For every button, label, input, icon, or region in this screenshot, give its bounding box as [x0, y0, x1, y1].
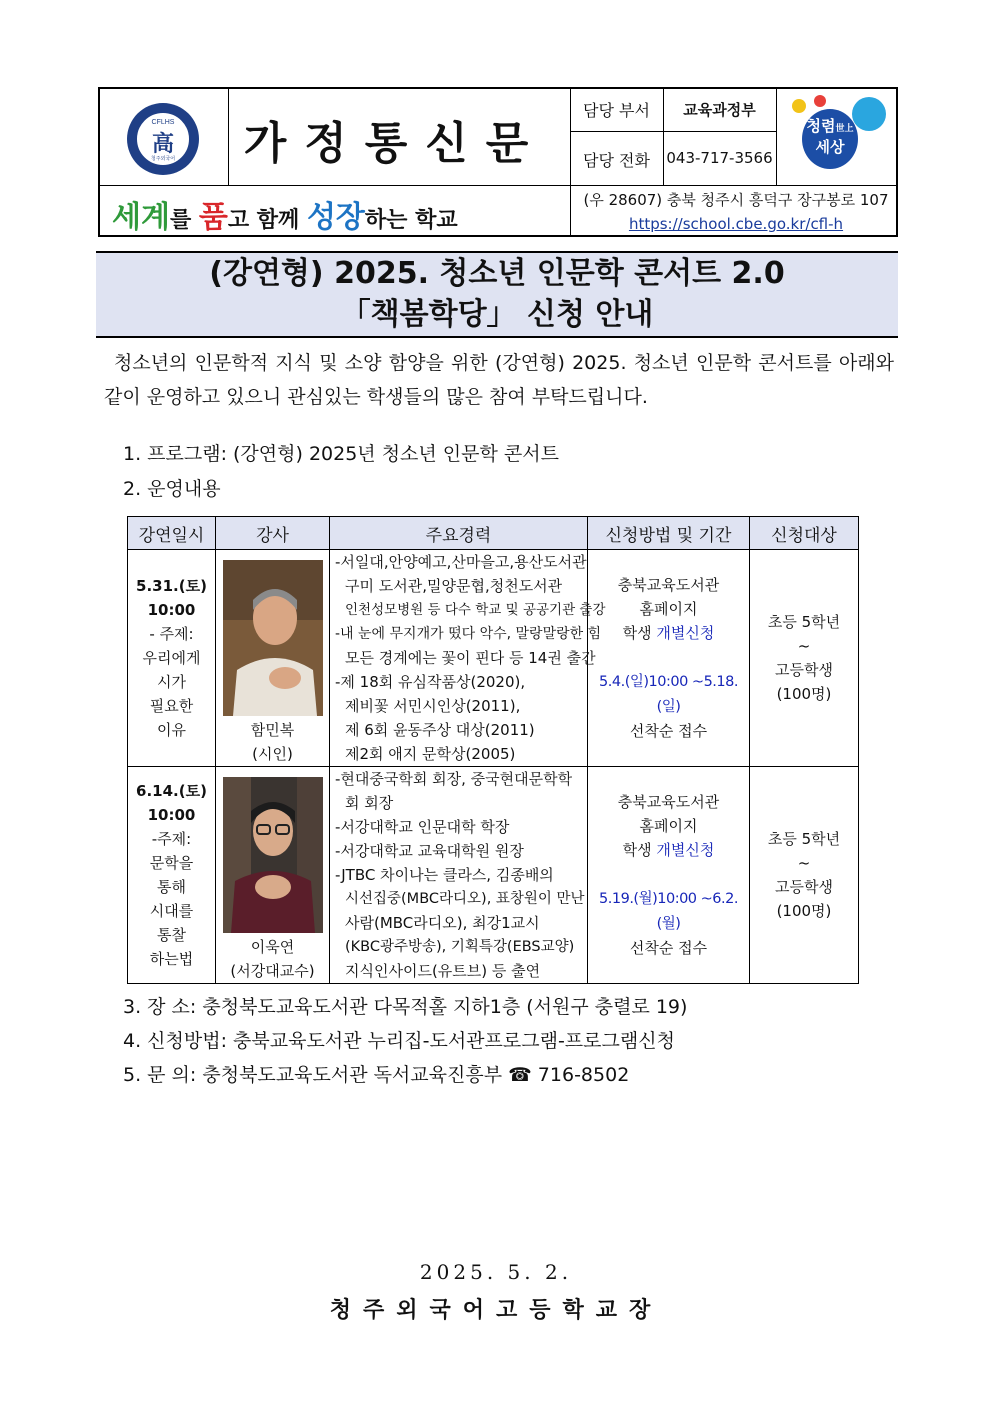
slogan-part: 품 — [198, 200, 228, 235]
phone-value: 043-717-3566 — [666, 149, 773, 167]
col-header: 주요경력 — [330, 517, 588, 550]
lecturer-name: 함민복 — [250, 721, 295, 739]
slogan-part: 세계 — [112, 200, 170, 235]
career-cell — [330, 550, 606, 767]
topic-line: 우리에게 — [142, 649, 201, 667]
lecture-date: 5.31.(토) — [136, 577, 207, 595]
emblem-text: 청렴 — [806, 117, 836, 135]
lecturer-cell — [216, 550, 330, 767]
target-line: 초등 5학년 — [767, 613, 841, 631]
application-line: 충북교육도서관 — [617, 793, 720, 811]
logo-char: 高 — [151, 132, 174, 157]
topic-line: 이유 — [157, 721, 186, 739]
banner-title: (강연형) 2025. 청소년 인문학 콘서트 2.0 — [209, 256, 785, 291]
lecture-date-cell — [128, 550, 216, 767]
col-header: 강연일시 — [128, 517, 216, 550]
table-row — [128, 550, 859, 767]
application-line: 홈페이지 — [639, 600, 698, 618]
issue-date: 2025. 5. 2. — [419, 1260, 573, 1284]
topic-line: 통찰 — [157, 926, 186, 944]
page-title: 가정통신문 — [243, 118, 547, 169]
target-cell — [750, 767, 859, 984]
individual-apply-text: 개별신청 — [656, 841, 715, 859]
school-slogan — [112, 192, 458, 236]
lecturer-cell — [216, 767, 330, 984]
title-banner — [96, 251, 898, 338]
integrity-emblem — [788, 95, 892, 177]
lecture-time: 10:00 — [147, 806, 196, 824]
career-line: -제 18회 유심작품상(2020), — [335, 673, 526, 691]
dept-label: 담당 부서 — [583, 101, 650, 120]
topic-line: - 주제: — [149, 625, 194, 643]
lecturer-role: (시인) — [252, 745, 293, 763]
logo-text: CFLHS — [151, 119, 175, 126]
career-line: 모든 경계에는 꽃이 핀다 등 14권 출간 — [345, 649, 596, 667]
slogan-part: 고 함께 — [227, 208, 307, 233]
newsletter-header — [98, 87, 898, 237]
application-period: 5.4.(일)10:00 ~5.18.(일) — [599, 674, 738, 715]
topic-line: 시가 — [157, 673, 186, 691]
col-header: 강사 — [216, 517, 330, 550]
item-content: 2. 운영내용 — [123, 478, 221, 500]
divider — [570, 131, 776, 132]
slogan-part: 를 — [169, 208, 199, 233]
career-line: 회 회장 — [345, 794, 394, 812]
first-come-note: 선착순 접수 — [629, 722, 708, 740]
logo-text: 청주외국어 — [150, 156, 176, 162]
career-line: -JTBC 차이나는 클라스, 김종배의 — [335, 866, 554, 884]
career-line: 사람(MBC라디오), 최강1교시 — [345, 914, 540, 932]
item-program: 1. 프로그램: (강연형) 2025년 청소년 인문학 콘서트 — [123, 443, 559, 465]
career-line: 시선집중(MBC라디오), 표창원이 만난 — [345, 891, 585, 907]
item-contact: 5. 문 의: 충청북도교육도서관 독서교육진흥부 ☎ 716-8502 — [123, 1064, 630, 1086]
divider — [776, 89, 777, 185]
target-line: 고등학생 — [775, 661, 833, 679]
individual-apply-text: 개별신청 — [656, 624, 715, 642]
school-address: (우 28607) 충북 청주시 흥덕구 장구봉로 107 — [583, 191, 889, 209]
banner-subtitle: 「책봄학당」 신청 안내 — [340, 297, 654, 332]
career-line: 제2회 애지 문학상(2005) — [345, 745, 516, 763]
application-line: 홈페이지 — [639, 817, 698, 835]
application-cell — [588, 550, 750, 767]
application-period: 5.19.(월)10:00 ~6.2.(월) — [599, 891, 738, 932]
career-line: 인천성모병원 등 다수 학교 및 공공기관 출강 — [345, 602, 606, 618]
lecture-date: 6.14.(토) — [136, 782, 207, 800]
slogan-part: 성장 — [306, 200, 365, 235]
lecturer-photo — [223, 560, 323, 716]
career-line: 구미 도서관,밀양문협,청천도서관 — [345, 577, 563, 595]
target-line: ~ — [797, 854, 811, 872]
lecture-time: 10:00 — [147, 601, 196, 619]
phone-label: 담당 전화 — [583, 151, 650, 170]
intro-paragraph — [104, 346, 894, 414]
school-principal: 청주외국어고등학교장 — [329, 1297, 663, 1323]
career-line: -현대중국학회 회장, 중국현대문학학 — [335, 770, 573, 788]
topic-line: 통해 — [157, 878, 186, 896]
col-header: 신청대상 — [750, 517, 859, 550]
col-header: 신청방법 및 기간 — [588, 517, 750, 550]
topic-line: 시대를 — [149, 902, 194, 920]
table-row — [128, 767, 859, 984]
topic-line: 하는법 — [149, 950, 194, 968]
target-line: 초등 5학년 — [767, 830, 841, 848]
career-cell — [330, 767, 588, 984]
emblem-text: 세상 — [815, 138, 845, 156]
target-line: ~ — [797, 637, 811, 655]
application-cell — [588, 767, 750, 984]
topic-line: -주제: — [151, 830, 192, 848]
lecturer-role: (서강대교수) — [230, 962, 315, 980]
school-url-link[interactable]: https://school.cbe.go.kr/cfl-h — [628, 215, 844, 233]
topic-line: 필요한 — [149, 697, 194, 715]
career-line: 제비꽃 서민시인상(2011), — [345, 697, 521, 715]
career-line: -서일대,안양예고,산마을고,용산도서관 — [335, 553, 587, 571]
career-line: 지식인사이드(유트브) 등 출연 — [345, 962, 541, 980]
item-apply-method: 4. 신청방법: 충북교육도서관 누리집-도서관프로그램-프로그램신청 — [123, 1030, 675, 1052]
item-location: 3. 장 소: 충청북도교육도서관 다목적홀 지하1층 (서원구 충렬로 19) — [123, 996, 688, 1018]
career-line: (KBC광주방송), 기획특강(EBS교양) — [345, 939, 575, 955]
career-line: -서강대학교 인문대학 학장 — [335, 818, 510, 836]
first-come-note: 선착순 접수 — [629, 939, 708, 957]
lecture-date-cell — [128, 767, 216, 984]
target-line: (100명) — [776, 902, 832, 920]
program-table — [127, 516, 859, 984]
emblem-text: 世上 — [835, 124, 854, 134]
divider — [228, 89, 229, 185]
application-line: 학생 — [622, 624, 657, 642]
slogan-part: 하는 학교 — [364, 208, 458, 233]
career-line: 제 6회 윤동주상 대상(2011) — [345, 721, 535, 739]
intro-text: 청소년의 인문학적 지식 및 소양 함양을 위한 (강연형) 2025. 청소년 인문학 콘서트를 아래와 같이 운영하고 있으니 관심있는 학생들의 많은 참여 부탁드립니다. — [104, 352, 894, 408]
target-line: (100명) — [776, 685, 832, 703]
career-line: -서강대학교 교육대학원 원장 — [335, 842, 524, 860]
divider — [100, 185, 896, 186]
application-line: 충북교육도서관 — [617, 576, 720, 594]
lecturer-photo — [223, 777, 323, 933]
table-header-row — [128, 517, 859, 550]
topic-line: 문학을 — [149, 854, 194, 872]
lecturer-name: 이욱연 — [250, 938, 295, 956]
target-cell — [750, 550, 859, 767]
target-line: 고등학생 — [775, 878, 833, 896]
dept-value: 교육과정부 — [683, 101, 756, 119]
school-logo — [127, 103, 199, 175]
application-line: 학생 — [622, 841, 657, 859]
career-line: -내 눈에 무지개가 떴다 악수, 말랑말랑한 힘 — [335, 626, 602, 642]
